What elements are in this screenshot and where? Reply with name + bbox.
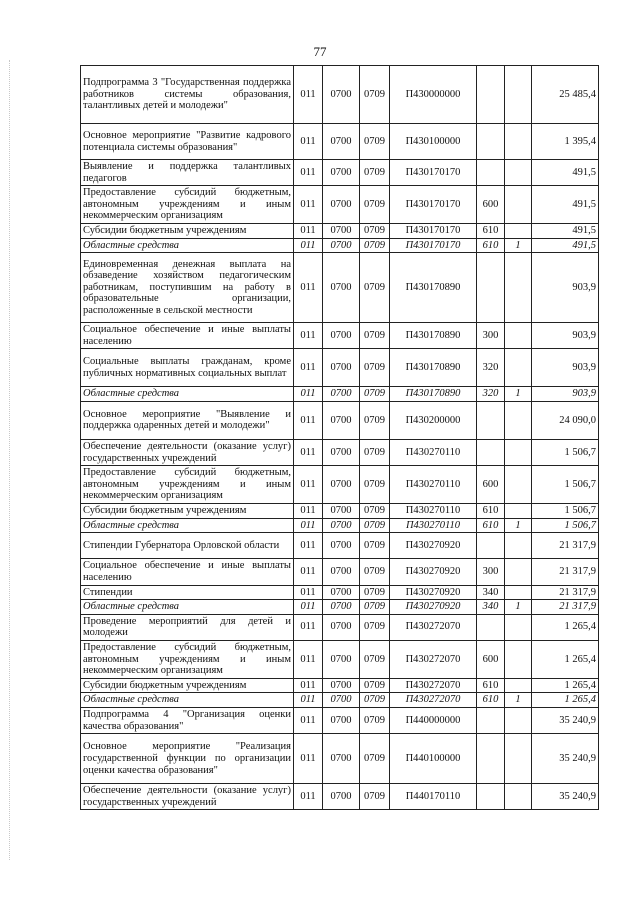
ministry-code-cell: 011 [294, 518, 323, 533]
section-code-cell: 0700 [323, 518, 360, 533]
table-row [81, 401, 599, 439]
table-row [81, 533, 599, 559]
expense-type-code-cell [477, 160, 505, 186]
funding-source-code-cell [505, 504, 532, 519]
target-article-code-cell: П430270920 [390, 600, 477, 615]
funding-source-code-cell [505, 559, 532, 585]
section-code-cell: 0700 [323, 124, 360, 160]
target-article-code-cell: П430000000 [390, 66, 477, 124]
subsection-code-cell: 0709 [360, 600, 390, 615]
target-article-code-cell: П440170110 [390, 784, 477, 810]
table-row [81, 349, 599, 387]
expense-type-code-cell: 610 [477, 504, 505, 519]
subsection-code-cell: 0709 [360, 678, 390, 693]
table-row [81, 160, 599, 186]
subsection-code-cell: 0709 [360, 504, 390, 519]
item-name-cell: Областные средства [81, 693, 294, 708]
ministry-code-cell: 011 [294, 559, 323, 585]
subsection-code-cell: 0709 [360, 253, 390, 323]
subsection-code-cell: 0709 [360, 401, 390, 439]
table-row [81, 323, 599, 349]
ministry-code-cell: 011 [294, 708, 323, 734]
item-name-cell: Социальное обеспечение и иные выплаты населению [81, 559, 294, 585]
ministry-code-cell: 011 [294, 223, 323, 238]
section-code-cell: 0700 [323, 401, 360, 439]
funding-source-code-cell [505, 124, 532, 160]
ministry-code-cell: 011 [294, 585, 323, 600]
expense-type-code-cell: 610 [477, 223, 505, 238]
funding-source-code-cell [505, 160, 532, 186]
item-name-cell: Областные средства [81, 600, 294, 615]
item-name-cell: Предоставление субсидий бюджетным, автономным учреждениям и иным некоммерческим организациям [81, 640, 294, 678]
subsection-code-cell: 0709 [360, 784, 390, 810]
expense-type-code-cell [477, 784, 505, 810]
amount-cell: 1 265,4 [532, 614, 599, 640]
subsection-code-cell: 0709 [360, 614, 390, 640]
expense-type-code-cell: 300 [477, 323, 505, 349]
section-code-cell: 0700 [323, 693, 360, 708]
item-name-cell: Стипендии Губернатора Орловской области [81, 533, 294, 559]
item-name-cell: Стипендии [81, 585, 294, 600]
ministry-code-cell: 011 [294, 323, 323, 349]
section-code-cell: 0700 [323, 678, 360, 693]
expense-type-code-cell: 610 [477, 678, 505, 693]
section-code-cell: 0700 [323, 533, 360, 559]
target-article-code-cell: П430270110 [390, 439, 477, 465]
subsection-code-cell: 0709 [360, 466, 390, 504]
funding-source-code-cell: 1 [505, 518, 532, 533]
ministry-code-cell: 011 [294, 504, 323, 519]
funding-source-code-cell [505, 439, 532, 465]
section-code-cell: 0700 [323, 734, 360, 784]
expense-type-code-cell: 610 [477, 518, 505, 533]
expense-type-code-cell [477, 401, 505, 439]
item-name-cell: Областные средства [81, 518, 294, 533]
item-name-cell: Основное мероприятие "Развитие кадрового потенциала системы образования" [81, 124, 294, 160]
funding-source-code-cell [505, 784, 532, 810]
ministry-code-cell: 011 [294, 387, 323, 402]
section-code-cell: 0700 [323, 238, 360, 253]
target-article-code-cell: П430272070 [390, 693, 477, 708]
amount-cell: 21 317,9 [532, 600, 599, 615]
table-row [81, 585, 599, 600]
item-name-cell: Подпрограмма 4 "Организация оценки качества образования" [81, 708, 294, 734]
expense-type-code-cell: 320 [477, 387, 505, 402]
budget-table [80, 65, 599, 810]
subsection-code-cell: 0709 [360, 693, 390, 708]
amount-cell: 24 090,0 [532, 401, 599, 439]
table-row [81, 614, 599, 640]
amount-cell: 491,5 [532, 186, 599, 224]
table-row [81, 66, 599, 124]
expense-type-code-cell [477, 66, 505, 124]
table-row [81, 466, 599, 504]
amount-cell: 1 265,4 [532, 678, 599, 693]
expense-type-code-cell: 600 [477, 466, 505, 504]
ministry-code-cell: 011 [294, 186, 323, 224]
amount-cell: 491,5 [532, 238, 599, 253]
amount-cell: 1 265,4 [532, 693, 599, 708]
ministry-code-cell: 011 [294, 253, 323, 323]
section-code-cell: 0700 [323, 640, 360, 678]
funding-source-code-cell [505, 533, 532, 559]
amount-cell: 21 317,9 [532, 533, 599, 559]
item-name-cell: Субсидии бюджетным учреждениям [81, 504, 294, 519]
table-row [81, 223, 599, 238]
target-article-code-cell: П430272070 [390, 640, 477, 678]
funding-source-code-cell [505, 323, 532, 349]
table-row [81, 238, 599, 253]
ministry-code-cell: 011 [294, 401, 323, 439]
subsection-code-cell: 0709 [360, 734, 390, 784]
section-code-cell: 0700 [323, 708, 360, 734]
ministry-code-cell: 011 [294, 678, 323, 693]
subsection-code-cell: 0709 [360, 223, 390, 238]
amount-cell: 1 506,7 [532, 518, 599, 533]
funding-source-code-cell: 1 [505, 387, 532, 402]
section-code-cell: 0700 [323, 387, 360, 402]
subsection-code-cell: 0709 [360, 559, 390, 585]
funding-source-code-cell: 1 [505, 600, 532, 615]
section-code-cell: 0700 [323, 600, 360, 615]
subsection-code-cell: 0709 [360, 640, 390, 678]
table-row [81, 678, 599, 693]
expense-type-code-cell: 600 [477, 640, 505, 678]
funding-source-code-cell [505, 708, 532, 734]
ministry-code-cell: 011 [294, 640, 323, 678]
table-row [81, 784, 599, 810]
table-row [81, 559, 599, 585]
ministry-code-cell: 011 [294, 693, 323, 708]
item-name-cell: Социальное обеспечение и иные выплаты населению [81, 323, 294, 349]
section-code-cell: 0700 [323, 160, 360, 186]
section-code-cell: 0700 [323, 66, 360, 124]
funding-source-code-cell [505, 349, 532, 387]
subsection-code-cell: 0709 [360, 186, 390, 224]
item-name-cell: Областные средства [81, 387, 294, 402]
item-name-cell: Обеспечение деятельности (оказание услуг) государственных учреждений [81, 439, 294, 465]
amount-cell: 903,9 [532, 253, 599, 323]
target-article-code-cell: П430270110 [390, 518, 477, 533]
ministry-code-cell: 011 [294, 466, 323, 504]
funding-source-code-cell [505, 66, 532, 124]
subsection-code-cell: 0709 [360, 349, 390, 387]
subsection-code-cell: 0709 [360, 323, 390, 349]
item-name-cell: Основное мероприятие "Реализация государственной функции по организации оценки качества образования" [81, 734, 294, 784]
table-row [81, 693, 599, 708]
item-name-cell: Выявление и поддержка талантливых педагогов [81, 160, 294, 186]
table-row [81, 504, 599, 519]
amount-cell: 21 317,9 [532, 559, 599, 585]
subsection-code-cell: 0709 [360, 533, 390, 559]
target-article-code-cell: П430170170 [390, 238, 477, 253]
ministry-code-cell: 011 [294, 238, 323, 253]
target-article-code-cell: П430270920 [390, 559, 477, 585]
target-article-code-cell: П430272070 [390, 614, 477, 640]
target-article-code-cell: П430270110 [390, 504, 477, 519]
funding-source-code-cell [505, 614, 532, 640]
target-article-code-cell: П430270920 [390, 533, 477, 559]
amount-cell: 25 485,4 [532, 66, 599, 124]
table-row [81, 387, 599, 402]
table-row [81, 518, 599, 533]
target-article-code-cell: П440000000 [390, 708, 477, 734]
page-number: 77 [313, 44, 327, 59]
ministry-code-cell: 011 [294, 160, 323, 186]
target-article-code-cell: П430270110 [390, 466, 477, 504]
funding-source-code-cell [505, 401, 532, 439]
ministry-code-cell: 011 [294, 533, 323, 559]
funding-source-code-cell [505, 466, 532, 504]
table-row [81, 640, 599, 678]
subsection-code-cell: 0709 [360, 708, 390, 734]
target-article-code-cell: П430270920 [390, 585, 477, 600]
table-row [81, 253, 599, 323]
target-article-code-cell: П440100000 [390, 734, 477, 784]
amount-cell: 35 240,9 [532, 784, 599, 810]
item-name-cell: Предоставление субсидий бюджетным, автономным учреждениям и иным некоммерческим организациям [81, 466, 294, 504]
expense-type-code-cell [477, 253, 505, 323]
target-article-code-cell: П430170170 [390, 223, 477, 238]
target-article-code-cell: П430170170 [390, 186, 477, 224]
funding-source-code-cell [505, 678, 532, 693]
subsection-code-cell: 0709 [360, 66, 390, 124]
ministry-code-cell: 011 [294, 614, 323, 640]
budget-table-body [81, 66, 599, 810]
target-article-code-cell: П430100000 [390, 124, 477, 160]
target-article-code-cell: П430200000 [390, 401, 477, 439]
ministry-code-cell: 011 [294, 349, 323, 387]
table-row [81, 600, 599, 615]
ministry-code-cell: 011 [294, 734, 323, 784]
section-code-cell: 0700 [323, 253, 360, 323]
subsection-code-cell: 0709 [360, 439, 390, 465]
ministry-code-cell: 011 [294, 439, 323, 465]
expense-type-code-cell [477, 614, 505, 640]
item-name-cell: Предоставление субсидий бюджетным, автономным учреждениям и иным некоммерческим организациям [81, 186, 294, 224]
expense-type-code-cell [477, 124, 505, 160]
amount-cell: 1 506,7 [532, 504, 599, 519]
item-name-cell: Подпрограмма 3 "Государственная поддержка работников системы образования, талантливых детей и молодежи" [81, 66, 294, 124]
target-article-code-cell: П430170170 [390, 160, 477, 186]
funding-source-code-cell: 1 [505, 238, 532, 253]
amount-cell: 35 240,9 [532, 734, 599, 784]
funding-source-code-cell [505, 585, 532, 600]
funding-source-code-cell: 1 [505, 693, 532, 708]
subsection-code-cell: 0709 [360, 585, 390, 600]
section-code-cell: 0700 [323, 504, 360, 519]
target-article-code-cell: П430170890 [390, 323, 477, 349]
funding-source-code-cell [505, 253, 532, 323]
expense-type-code-cell: 320 [477, 349, 505, 387]
expense-type-code-cell [477, 439, 505, 465]
ministry-code-cell: 011 [294, 66, 323, 124]
section-code-cell: 0700 [323, 323, 360, 349]
target-article-code-cell: П430170890 [390, 387, 477, 402]
section-code-cell: 0700 [323, 466, 360, 504]
expense-type-code-cell [477, 708, 505, 734]
expense-type-code-cell [477, 533, 505, 559]
funding-source-code-cell [505, 734, 532, 784]
ministry-code-cell: 011 [294, 600, 323, 615]
amount-cell: 491,5 [532, 160, 599, 186]
section-code-cell: 0700 [323, 585, 360, 600]
amount-cell: 903,9 [532, 387, 599, 402]
target-article-code-cell: П430170890 [390, 349, 477, 387]
amount-cell: 1 506,7 [532, 466, 599, 504]
subsection-code-cell: 0709 [360, 387, 390, 402]
section-code-cell: 0700 [323, 784, 360, 810]
item-name-cell: Основное мероприятие "Выявление и поддержка одаренных детей и молодежи" [81, 401, 294, 439]
table-row [81, 124, 599, 160]
ministry-code-cell: 011 [294, 784, 323, 810]
ministry-code-cell: 011 [294, 124, 323, 160]
expense-type-code-cell: 300 [477, 559, 505, 585]
item-name-cell: Социальные выплаты гражданам, кроме публичных нормативных социальных выплат [81, 349, 294, 387]
amount-cell: 903,9 [532, 323, 599, 349]
subsection-code-cell: 0709 [360, 124, 390, 160]
section-code-cell: 0700 [323, 186, 360, 224]
item-name-cell: Субсидии бюджетным учреждениям [81, 223, 294, 238]
expense-type-code-cell: 600 [477, 186, 505, 224]
section-code-cell: 0700 [323, 439, 360, 465]
funding-source-code-cell [505, 186, 532, 224]
amount-cell: 903,9 [532, 349, 599, 387]
section-code-cell: 0700 [323, 559, 360, 585]
expense-type-code-cell [477, 734, 505, 784]
amount-cell: 21 317,9 [532, 585, 599, 600]
section-code-cell: 0700 [323, 223, 360, 238]
subsection-code-cell: 0709 [360, 518, 390, 533]
item-name-cell: Единовременная денежная выплата на обзаведение хозяйством педагогическим работникам, поступившим на работу в образовательные организации, расположенные в сельской местности [81, 253, 294, 323]
item-name-cell: Областные средства [81, 238, 294, 253]
expense-type-code-cell: 610 [477, 238, 505, 253]
amount-cell: 491,5 [532, 223, 599, 238]
amount-cell: 1 265,4 [532, 640, 599, 678]
amount-cell: 1 395,4 [532, 124, 599, 160]
binding-margin-dots [9, 60, 10, 860]
funding-source-code-cell [505, 640, 532, 678]
amount-cell: 1 506,7 [532, 439, 599, 465]
funding-source-code-cell [505, 223, 532, 238]
expense-type-code-cell: 340 [477, 585, 505, 600]
section-code-cell: 0700 [323, 349, 360, 387]
amount-cell: 35 240,9 [532, 708, 599, 734]
item-name-cell: Субсидии бюджетным учреждениям [81, 678, 294, 693]
subsection-code-cell: 0709 [360, 160, 390, 186]
expense-type-code-cell: 340 [477, 600, 505, 615]
item-name-cell: Обеспечение деятельности (оказание услуг) государственных учреждений [81, 784, 294, 810]
item-name-cell: Проведение мероприятий для детей и молодежи [81, 614, 294, 640]
table-row [81, 708, 599, 734]
section-code-cell: 0700 [323, 614, 360, 640]
table-row [81, 734, 599, 784]
target-article-code-cell: П430170890 [390, 253, 477, 323]
table-row [81, 439, 599, 465]
target-article-code-cell: П430272070 [390, 678, 477, 693]
expense-type-code-cell: 610 [477, 693, 505, 708]
table-row [81, 186, 599, 224]
subsection-code-cell: 0709 [360, 238, 390, 253]
